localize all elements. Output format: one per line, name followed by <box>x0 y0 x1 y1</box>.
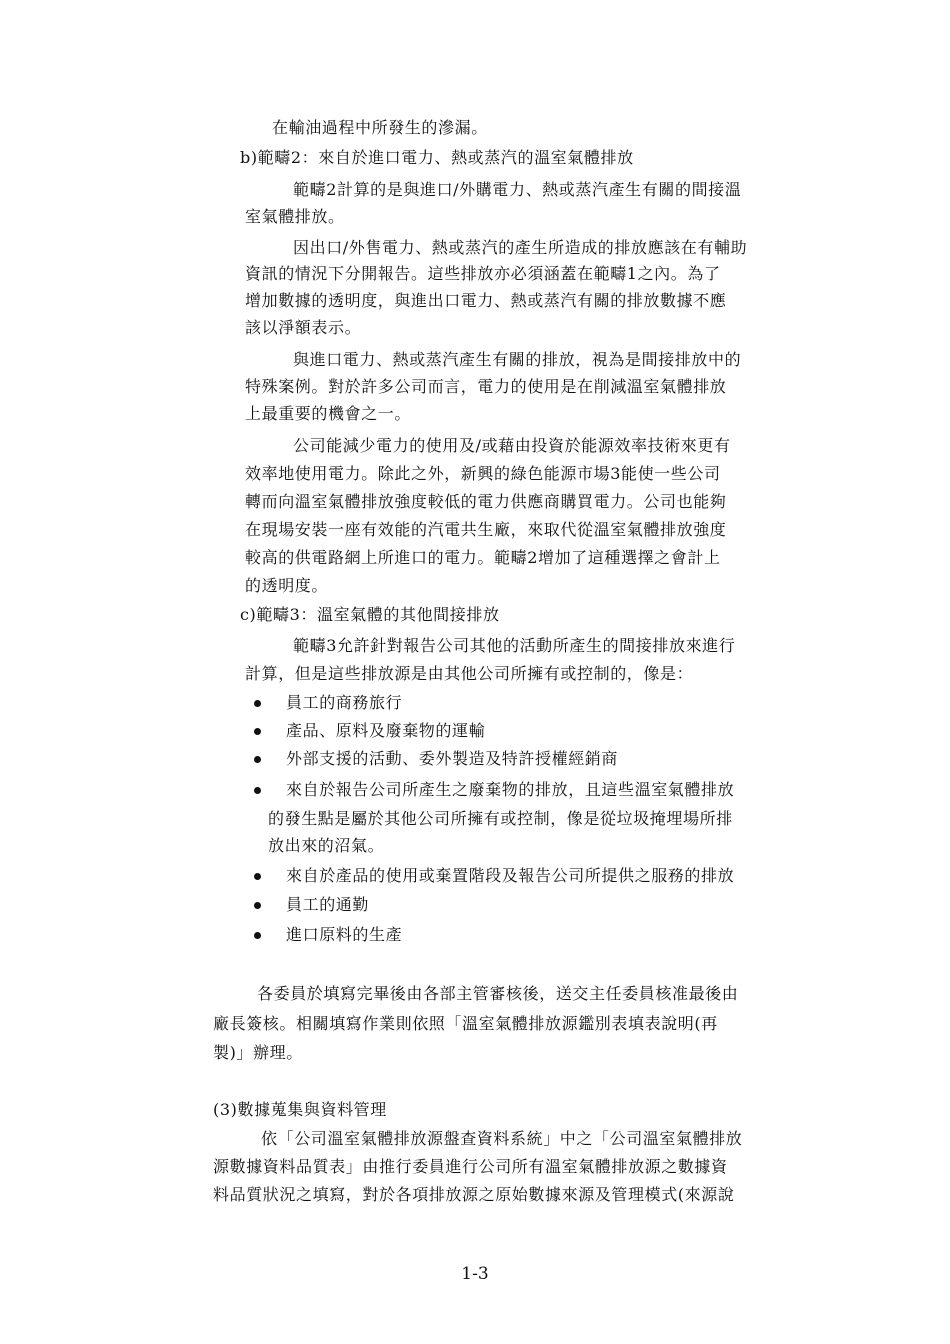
text-line: 計算，但是這些排放源是由其他公司所擁有或控制的，像是： <box>245 664 694 683</box>
list-item: 員工的通勤 <box>286 895 370 914</box>
page-number: 1-3 <box>461 1264 489 1284</box>
text-line: 資訊的情況下分開報告。這些排放亦必須涵蓋在範疇1之內。為了 <box>245 264 721 283</box>
text-line: 室氣體排放。 <box>245 207 345 226</box>
list-item-continuation: 放出來的沼氣。 <box>268 836 385 855</box>
bullet-icon <box>254 787 261 794</box>
text-line: 依「公司溫室氣體排放源盤查資料系統」中之「公司溫室氣體排放 <box>261 1129 743 1148</box>
text-line: 源數據資料品質表」由推行委員進行公司所有溫室氣體排放源之數據資 <box>213 1157 728 1176</box>
list-item: 進口原料的生產 <box>286 925 403 944</box>
text-line: 該以淨額表示。 <box>245 318 362 337</box>
list-item: 員工的商務旅行 <box>286 693 403 712</box>
bullet-icon <box>254 700 261 707</box>
text-line: 在輸油過程中所發生的滲漏。 <box>272 118 488 137</box>
section-heading-scope-3: c)範疇3：溫室氣體的其他間接排放 <box>240 605 500 624</box>
bullet-icon <box>254 902 261 909</box>
text-line: 範疇3允許針對報告公司其他的活動所產生的間接排放來進行 <box>293 636 736 655</box>
text-line: 的透明度。 <box>245 576 329 595</box>
bullet-icon <box>254 873 261 880</box>
text-line: 範疇2計算的是與進口/外購電力、熱或蒸汽產生有關的間接溫 <box>293 180 742 199</box>
text-line: 各委員於填寫完畢後由各部主管審核後，送交主任委員核准最後由 <box>257 984 739 1003</box>
text-line: 效率地使用電力。除此之外，新興的綠色能源市場3能使一些公司 <box>245 464 721 483</box>
list-item: 來自於報告公司所產生之廢棄物的排放，且這些溫室氣體排放 <box>286 780 735 799</box>
bullet-icon <box>254 932 261 939</box>
text-line: 製)」辦理。 <box>213 1043 303 1062</box>
text-line: 上最重要的機會之一。 <box>245 404 412 423</box>
text-line: 較高的供電路網上所進口的電力。範疇2增加了這種選擇之會計上 <box>245 548 721 567</box>
text-line: 特殊案例。對於許多公司而言，電力的使用是在削減溫室氣體排放 <box>245 377 727 396</box>
list-item: 外部支援的活動、委外製造及特許授權經銷商 <box>286 749 619 768</box>
text-line: 料品質狀況之填寫，對於各項排放源之原始數據來源及管理模式(來源說 <box>213 1185 735 1204</box>
bullet-icon <box>254 756 261 763</box>
list-item: 產品、原料及廢棄物的運輸 <box>286 721 486 740</box>
list-item-continuation: 的發生點是屬於其他公司所擁有或控制，像是從垃圾掩埋場所排 <box>268 809 733 828</box>
text-line: 增加數據的透明度，與進出口電力、熱或蒸汽有關的排放數據不應 <box>245 291 727 310</box>
text-line: 與進口電力、熱或蒸汽產生有關的排放，視為是間接排放中的 <box>293 350 742 369</box>
bullet-icon <box>254 728 261 735</box>
list-item: 來自於產品的使用或棄置階段及報告公司所提供之服務的排放 <box>286 866 735 885</box>
text-line: 因出口/外售電力、熱或蒸汽的產生所造成的排放應該在有輔助 <box>293 238 748 257</box>
text-line: 廠長簽核。相關填寫作業則依照「溫室氣體排放源鑑別表填表說明(再 <box>213 1014 718 1033</box>
section-heading-data-collection: (3)數據蒐集與資料管理 <box>213 1100 387 1119</box>
text-line: 轉而向溫室氣體排放強度較低的電力供應商購買電力。公司也能夠 <box>245 492 727 511</box>
text-line: 公司能減少電力的使用及/或藉由投資於能源效率技術來更有 <box>293 436 731 455</box>
text-line: 在現場安裝一座有效能的汽電共生廠，來取代從溫室氣體排放強度 <box>245 520 727 539</box>
section-heading-scope-2: b)範疇2：來自於進口電力、熱或蒸汽的溫室氣體排放 <box>240 148 634 167</box>
